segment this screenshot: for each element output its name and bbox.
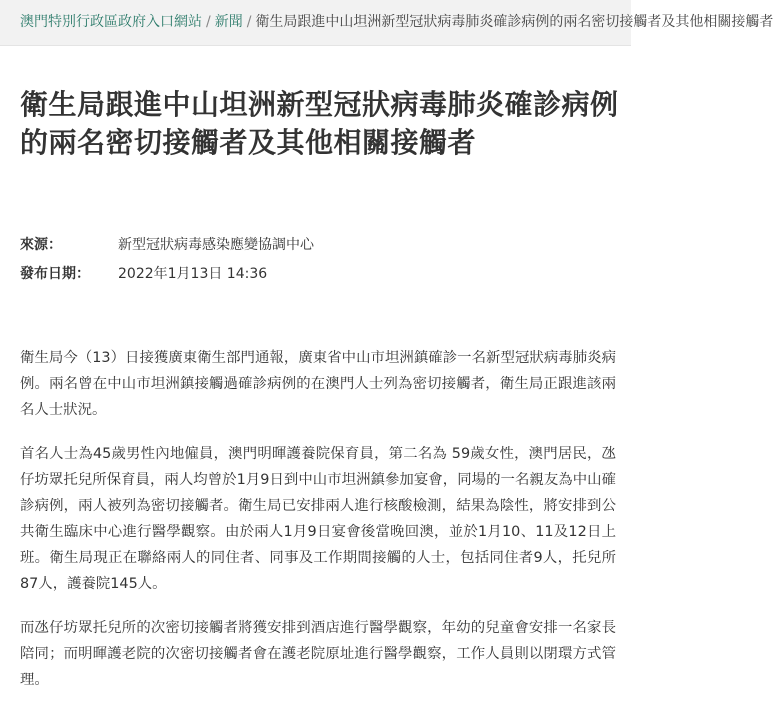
source-label: 來源： — [20, 237, 62, 253]
date-label: 發布日期： — [20, 266, 90, 282]
article-body — [20, 345, 616, 711]
article-paragraph: 首名人士為45歲男性內地僱員，澳門明暉護養院保育員，第二名為 59歲女性，澳門居民，氹仔坊眾托兒所保育員，兩人均曾於1月9日到中山市坦洲鎮參加宴會，同場的一名親友為中山確診病例，兩人被列為密切接觸者。衛生局已安排兩人進行核酸檢測，結果為陰性，將安排到公共衛生臨床中心進行醫學觀察。由於兩人1月9日宴會後當晚回澳，並於1月10、11及12日上班。衛生局現正在聯絡兩人的同住者、同事及工作期間接觸的人士，包括同住者9人，托兒所87人，護養院145人。 — [20, 446, 616, 592]
breadcrumb-separator: / — [246, 14, 252, 30]
date-row — [20, 260, 314, 289]
breadcrumb — [0, 0, 773, 46]
breadcrumb-news-link[interactable]: 新聞 — [214, 14, 243, 30]
source-row — [20, 231, 314, 260]
breadcrumb-home-link[interactable]: 澳門特別行政區政府入口網站 — [20, 14, 202, 30]
article-paragraph: 而氹仔坊眾托兒所的次密切接觸者將獲安排到酒店進行醫學觀察，年幼的兒童會安排一名家長陪同；而明暉護老院的次密切接觸者會在護老院原址進行醫學觀察，工作人員則以閉環方式管理。 — [20, 620, 616, 688]
breadcrumb-current: 衛生局跟進中山坦洲新型冠狀病毒肺炎確診病例的兩名密切接觸者及其他相關接觸者 — [255, 14, 773, 30]
page-title: 衛生局跟進中山坦洲新型冠狀病毒肺炎確診病例的兩名密切接觸者及其他相關接觸者 — [20, 88, 619, 159]
breadcrumb-separator: / — [206, 14, 211, 30]
article-meta — [20, 231, 314, 289]
date-value: 2022年1月13日 14:36 — [118, 266, 268, 282]
article-paragraph: 衛生局今（13）日接獲廣東衛生部門通報，廣東省中山市坦洲鎮確診一名新型冠狀病毒肺炎病例。兩名曾在中山市坦洲鎮接觸過確診病例的在澳門人士列為密切接觸者，衛生局正跟進該兩名人士狀況。 — [20, 350, 616, 418]
source-value: 新型冠狀病毒感染應變協調中心 — [118, 237, 314, 253]
